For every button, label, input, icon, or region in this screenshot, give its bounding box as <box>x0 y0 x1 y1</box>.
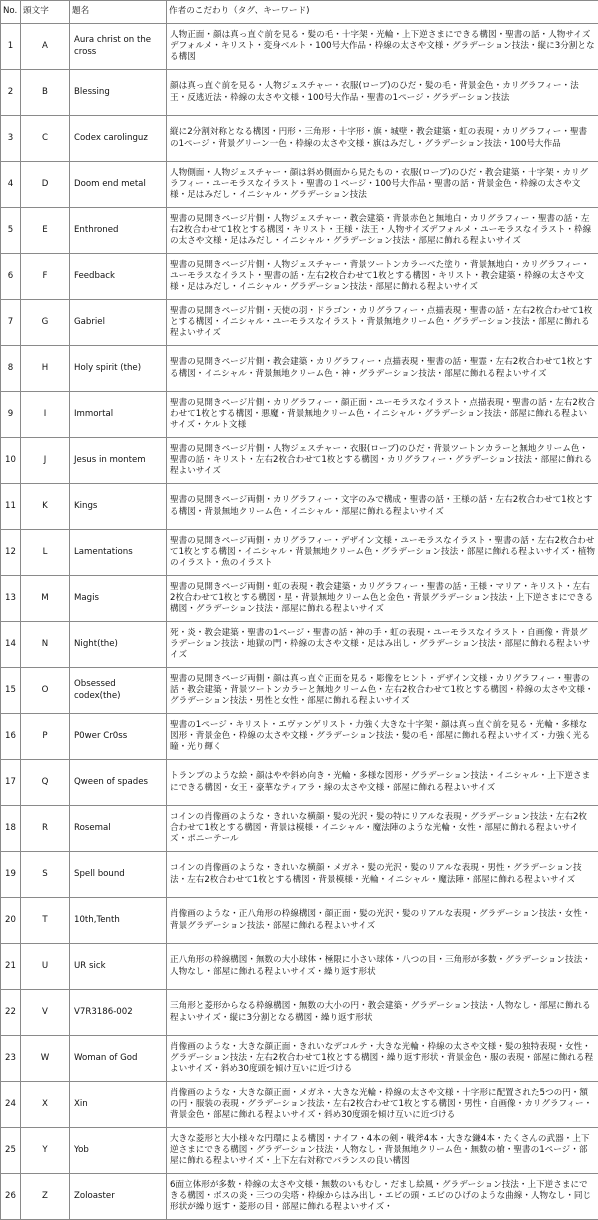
cell-desc[interactable]: コインの肖像画のような・きれいな横顔・メガネ・髪の光沢・髪のリアルな表現・男性・グラデーション技法・左右2枚合わせて1枚とする構図・背景模様・光輪・イニシャル・魔法陣・部屋に飾れる程よいサイズ <box>167 852 598 898</box>
cell-no[interactable]: 19 <box>1 852 21 898</box>
table-row <box>1 576 598 622</box>
cell-desc[interactable]: コインの肖像画のような・きれいな横顔・髪の光沢・髪の特にリアルな表現・グラデーション技法・左右2枚合わせて1枚とする構図・背景は模様・イニシャル・魔法陣のような光輪・女性・部屋に飾れる程よいサイズ・ポニーテール <box>167 806 598 852</box>
table-row <box>1 668 598 714</box>
cell-letter[interactable]: R <box>21 806 70 852</box>
cell-title[interactable]: Feedback <box>70 254 167 300</box>
cell-no[interactable]: 14 <box>1 622 21 668</box>
table-row <box>1 898 598 944</box>
cell-title[interactable]: Blessing <box>70 70 167 116</box>
cell-desc[interactable]: 顔は真っ直ぐ前を見る・人物ジェスチャー・衣服(ローブ)のひだ・髪の毛・背景金色・カリグラフィー・法王・反逃近法・枠線の太さや文様・100号大作品・聖書の1ページ・グラデーション技法 <box>167 70 598 116</box>
cell-title[interactable]: Woman of God <box>70 1036 167 1082</box>
cell-desc[interactable]: 三角形と菱形からなる枠線構図・無数の大小の円・教会建築・グラデーション技法・人物なし・部屋に飾れる程よいサイズ・縦に3分割となる構図・繰り返す形状 <box>167 990 598 1036</box>
cell-desc[interactable]: 聖書の見開きページ両側・カリグラフィー・文字のみで構成・聖書の話・王様の話・左右2枚合わせて1枚とする構図・背景無地クリーム色・イニシャル・部屋に飾れる程よいサイズ <box>167 484 598 530</box>
cell-desc[interactable]: 聖書の見開きページ片側・カリグラフィー・顔正面・ユーモラスなイラスト・点描表現・聖書の話・左右2枚合わせて1枚とする構図・悪魔・背景無地クリーム色・イニシャル・グラデーション技法・部屋に飾れる程よいサイズ・ケルト文様 <box>167 392 598 438</box>
cell-letter[interactable]: J <box>21 438 70 484</box>
cell-title[interactable]: Kings <box>70 484 167 530</box>
cell-no[interactable]: 24 <box>1 1082 21 1128</box>
cell-no[interactable]: 21 <box>1 944 21 990</box>
cell-no[interactable]: 15 <box>1 668 21 714</box>
cell-desc[interactable]: 肖像画のような・大きな顔正面・きれいなデコルテ・大きな光輪・枠線の太さや文様・髪の独特表現・女性・グラデーション技法・左右2枚合わせて1枚とする構図・繰り返す形状・背景金色・服の表現・部屋に飾れる程よいサイズ・斜め30度頭を傾け互いに近づける <box>167 1036 598 1082</box>
table-row <box>1 116 598 162</box>
cell-no[interactable]: 2 <box>1 70 21 116</box>
table-row <box>1 484 598 530</box>
cell-desc[interactable]: 死・炎・教会建築・聖書の1ページ・聖書の話・神の手・虹の表現・ユーモラスなイラスト・自画像・背景グラデーション技法・地獄の門・枠線の太さや文様・足はみ出し・グラデーション技法・部屋に飾れる程よいサイズ <box>167 622 598 668</box>
table-row <box>1 1128 598 1174</box>
cell-title[interactable]: P0wer Cr0ss <box>70 714 167 760</box>
cell-title[interactable]: Jesus in montem <box>70 438 167 484</box>
cell-letter[interactable]: I <box>21 392 70 438</box>
cell-no[interactable]: 10 <box>1 438 21 484</box>
cell-title[interactable]: Rosemal <box>70 806 167 852</box>
cell-title[interactable]: Enthroned <box>70 208 167 254</box>
table-row <box>1 622 598 668</box>
cell-title[interactable]: Night(the) <box>70 622 167 668</box>
cell-letter[interactable]: N <box>21 622 70 668</box>
header-row <box>1 1 598 24</box>
table-row <box>1 346 598 392</box>
cell-letter[interactable]: V <box>21 990 70 1036</box>
table-row <box>1 1036 598 1082</box>
cell-no[interactable]: 5 <box>1 208 21 254</box>
cell-letter[interactable]: W <box>21 1036 70 1082</box>
header-no[interactable]: No. <box>1 1 21 24</box>
header-desc[interactable]: 作者のこだわり（タグ、キーワード) <box>167 1 598 24</box>
table-row <box>1 944 598 990</box>
header-letter[interactable]: 頭文字 <box>21 1 70 24</box>
cell-desc[interactable]: 肖像画のような・大きな顔正面・メガネ・大きな光輪・枠線の太さや文様・十字形に配置された5つの円・額の円・服装の表現・グラデーション技法・左右2枚合わせて1枚とする構図・男性・自画像・カリグラフィー・背景金色・部屋に飾れる程よいサイズ・斜め30度頭を傾け互いに近づける <box>167 1082 598 1128</box>
cell-desc[interactable]: 人物側面・人物ジェスチャー・顔は斜め側面から見たもの・衣服(ローブ)のひだ・教会建築・十字架・カリグラフィー・ユーモラスなイラスト・聖書の１ページ・100号大作品・聖書の話・背景金色・枠線の太さや文様・足はみだし・イニシャル・グラデーション技法 <box>167 162 598 208</box>
cell-letter[interactable]: L <box>21 530 70 576</box>
table-row <box>1 438 598 484</box>
cell-no[interactable]: 20 <box>1 898 21 944</box>
table-row <box>1 1174 598 1220</box>
cell-no[interactable]: 26 <box>1 1174 21 1220</box>
cell-no[interactable]: 6 <box>1 254 21 300</box>
cell-desc[interactable]: 正八角形の枠線構図・無数の大小球体・極限に小さい球体・八つの目・三角形が多数・グラデーション技法・人物なし・部屋に飾れる程よいサイズ・繰り返す形状 <box>167 944 598 990</box>
cell-desc[interactable]: 聖書の見開きページ両側・カリグラフィー・デザイン文様・ユーモラスなイラスト・聖書の話・左右2枚合わせて1枚とする構図・イニシャル・背景無地クリーム色・グラデーション技法・部屋に飾れる程よいサイズ・植物のイラスト・魚のイラスト <box>167 530 598 576</box>
table-row <box>1 70 598 116</box>
cell-letter[interactable]: C <box>21 116 70 162</box>
cell-no[interactable]: 25 <box>1 1128 21 1174</box>
table-row <box>1 714 598 760</box>
cell-no[interactable]: 8 <box>1 346 21 392</box>
cell-desc[interactable]: 聖書の見開きページ片側・人物ジェスチャー・衣服(ローブ)のひだ・背景ツートンカラーと無地クリーム色・聖書の話・キリスト・左右2枚合わせて1枚とする構図・カリグラフィー・グラデーション技法・部屋に飾れる程よいサイズ <box>167 438 598 484</box>
cell-letter[interactable]: U <box>21 944 70 990</box>
cell-letter[interactable]: H <box>21 346 70 392</box>
cell-letter[interactable]: X <box>21 1082 70 1128</box>
cell-letter[interactable]: O <box>21 668 70 714</box>
cell-letter[interactable]: B <box>21 70 70 116</box>
cell-desc[interactable]: 聖書の見開きページ片側・天使の羽・ドラゴン・カリグラフィー・点描表現・聖書の話・左右2枚合わせて1枚とする構図・イニシャル・ユーモラスなイラスト・背景無地クリーム色・グラデーション技法・部屋に飾れる程よいサイズ <box>167 300 598 346</box>
cell-title[interactable]: Doom end metal <box>70 162 167 208</box>
cell-title[interactable]: Yob <box>70 1128 167 1174</box>
cell-no[interactable]: 4 <box>1 162 21 208</box>
cell-title[interactable]: UR sick <box>70 944 167 990</box>
cell-desc[interactable]: 聖書の見開きページ片側・教会建築・カリグラフィー・点描表現・聖書の話・聖霊・左右2枚合わせて1枚とする構図・イニシャル・背景無地クリーム色・神・グラデーション技法・部屋に飾れる程よいサイズ <box>167 346 598 392</box>
table-body <box>1 24 598 1220</box>
cell-desc[interactable]: 聖書の見開きページ両側・顔は真っ直ぐ正面を見る・彫像をヒント・デザイン文様・カリグラフィー・聖書の話・教会建築・背景ツートンカラーと無地クリーム色・左右2枚合わせて1枚とする構図・枠線の太さや文様・グラデーション技法・男性と女性・部屋に飾れる程よいサイズ <box>167 668 598 714</box>
cell-letter[interactable]: Q <box>21 760 70 806</box>
table-row <box>1 990 598 1036</box>
cell-letter[interactable]: P <box>21 714 70 760</box>
cell-title[interactable]: Obsessed codex(the) <box>70 668 167 714</box>
table-row <box>1 300 598 346</box>
cell-no[interactable]: 9 <box>1 392 21 438</box>
cell-title[interactable]: Holy spirit (the) <box>70 346 167 392</box>
cell-title[interactable]: Spell bound <box>70 852 167 898</box>
cell-no[interactable]: 7 <box>1 300 21 346</box>
cell-letter[interactable]: F <box>21 254 70 300</box>
cell-desc[interactable]: トランプのような絵・顔はやや斜め向き・光輪・多様な図形・グラデーション技法・イニシャル・上下逆さまにできる構図・女王・豪華なティアラ・線の太さや文様・部屋に飾れる程よいサイズ <box>167 760 598 806</box>
table-row <box>1 852 598 898</box>
cell-desc[interactable]: 6面立体形が多数・枠線の太さや文様・無数のいもむし・だまし絵風・グラデーション技法・上下逆さまにできる構図・ボスの炎・三つの尖塔・枠線からはみ出し・エビの頭・エビのひげのような曲線・人物なし・同じ形状が繰り返す・菱形の目・部屋に飾れる程よいサイズ・ <box>167 1174 598 1220</box>
cell-desc[interactable]: 肖像画のような・正八角形の枠線構図・顔正面・髪の光沢・髪のリアルな表現・グラデーション技法・女性・背景グラデーション技法・部屋に飾れる程よいサイズ <box>167 898 598 944</box>
table-row <box>1 760 598 806</box>
cell-title[interactable]: Lamentations <box>70 530 167 576</box>
cell-no[interactable]: 17 <box>1 760 21 806</box>
cell-letter[interactable]: D <box>21 162 70 208</box>
cell-desc[interactable]: 大きな菱形と大小様々な円環による構図・ナイフ・4本の剣・戦斧4本・大きな鎌4本・たくさんの武器・上下逆さまにできる構図・グラデーション技法・人物なし・背景無地クリーム色・無数の槍・聖書の1ページ・部屋に飾れる程よいサイズ・上下左右対称でバランスの良い構図 <box>167 1128 598 1174</box>
cell-no[interactable]: 3 <box>1 116 21 162</box>
cell-title[interactable]: V7R3186-002 <box>70 990 167 1036</box>
cell-title[interactable]: Aura christ on the cross <box>70 24 167 70</box>
cell-desc[interactable]: 聖書の1ページ・キリスト・エヴァンゲリスト・力強く大きな十字架・顔は真っ直ぐ前を見る・光輪・多様な図形・背景金色・枠線の太さや文様・グラデーション技法・髪の毛・部屋に飾れる程よいサイズ・力強く光る瞳・光り輝く <box>167 714 598 760</box>
cell-no[interactable]: 12 <box>1 530 21 576</box>
table-row <box>1 530 598 576</box>
cell-no[interactable]: 23 <box>1 1036 21 1082</box>
cell-title[interactable]: Magis <box>70 576 167 622</box>
cell-desc[interactable]: 聖書の見開きページ片側・人物ジェスチャー・教会建築・背景赤色と無地白・カリグラフィー・聖書の話・左右2枚合わせて1枚とする構図・キリスト・王様・法王・人物サイズデフォルメ・ユーモラスなイラスト・枠線の太さや文様・足はみだし・イニシャル・グラデーション技法・部屋に飾れる程よいサイズ <box>167 208 598 254</box>
cell-letter[interactable]: Z <box>21 1174 70 1220</box>
cell-title[interactable]: Gabriel <box>70 300 167 346</box>
table-row <box>1 392 598 438</box>
cell-desc[interactable]: 人物正面・顔は真っ直ぐ前を見る・髪の毛・十字架・光輪・上下逆さまにできる構図・聖書の話・人物サイズデフォルメ・キリスト・変身ベルト・100号大作品・枠線の太さや文様・グラデーション技法・縦に3分割となる構図 <box>167 24 598 70</box>
cell-desc[interactable]: 聖書の見開きページ片側・人物ジェスチャー・背景ツートンカラーべた塗り・背景無地白・カリグラフィー・ユーモラスなイラスト・聖書の話・左右2枚合わせて1枚とする構図・キリスト・教会建築・枠線の太さや文様・足はみだし・イニシャル・グラデーション技法・部屋に飾れる程よいサイズ <box>167 254 598 300</box>
header-title[interactable]: 題名 <box>70 1 167 24</box>
cell-letter[interactable]: Y <box>21 1128 70 1174</box>
table-row <box>1 254 598 300</box>
table-row <box>1 1082 598 1128</box>
cell-no[interactable]: 1 <box>1 24 21 70</box>
cell-no[interactable]: 11 <box>1 484 21 530</box>
cell-title[interactable]: Qween of spades <box>70 760 167 806</box>
cell-title[interactable]: Codex carolinguz <box>70 116 167 162</box>
table-row <box>1 162 598 208</box>
cell-letter[interactable]: E <box>21 208 70 254</box>
cell-letter[interactable]: A <box>21 24 70 70</box>
cell-desc[interactable]: 縦に2分割対称となる構図・円形・三角形・十字形・旗・城壁・教会建築・虹の表現・カリグラフィー・聖書の1ページ・背景グリーン一色・枠線の太さや文様・旗はみだし・グラデーション技法・100号大作品 <box>167 116 598 162</box>
cell-no[interactable]: 13 <box>1 576 21 622</box>
cell-letter[interactable]: G <box>21 300 70 346</box>
cell-no[interactable]: 18 <box>1 806 21 852</box>
cell-desc[interactable]: 聖書の見開きページ両側・虹の表現・教会建築・カリグラフィー・聖書の話・王様・マリア・キリスト・左右2枚合わせて1枚とする構図・星・背景無地クリーム色と金色・背景グラデーション技法・上下逆さまにできる構図・グラデーション技法・部屋に飾れる程よいサイズ <box>167 576 598 622</box>
cell-letter[interactable]: K <box>21 484 70 530</box>
cell-no[interactable]: 22 <box>1 990 21 1036</box>
table-row <box>1 24 598 70</box>
cell-title[interactable]: 10th,Tenth <box>70 898 167 944</box>
cell-title[interactable]: Immortal <box>70 392 167 438</box>
cell-letter[interactable]: S <box>21 852 70 898</box>
cell-letter[interactable]: M <box>21 576 70 622</box>
table-row <box>1 208 598 254</box>
cell-letter[interactable]: T <box>21 898 70 944</box>
cell-no[interactable]: 16 <box>1 714 21 760</box>
cell-title[interactable]: Xin <box>70 1082 167 1128</box>
table-row <box>1 806 598 852</box>
cell-title[interactable]: Zoloaster <box>70 1174 167 1220</box>
